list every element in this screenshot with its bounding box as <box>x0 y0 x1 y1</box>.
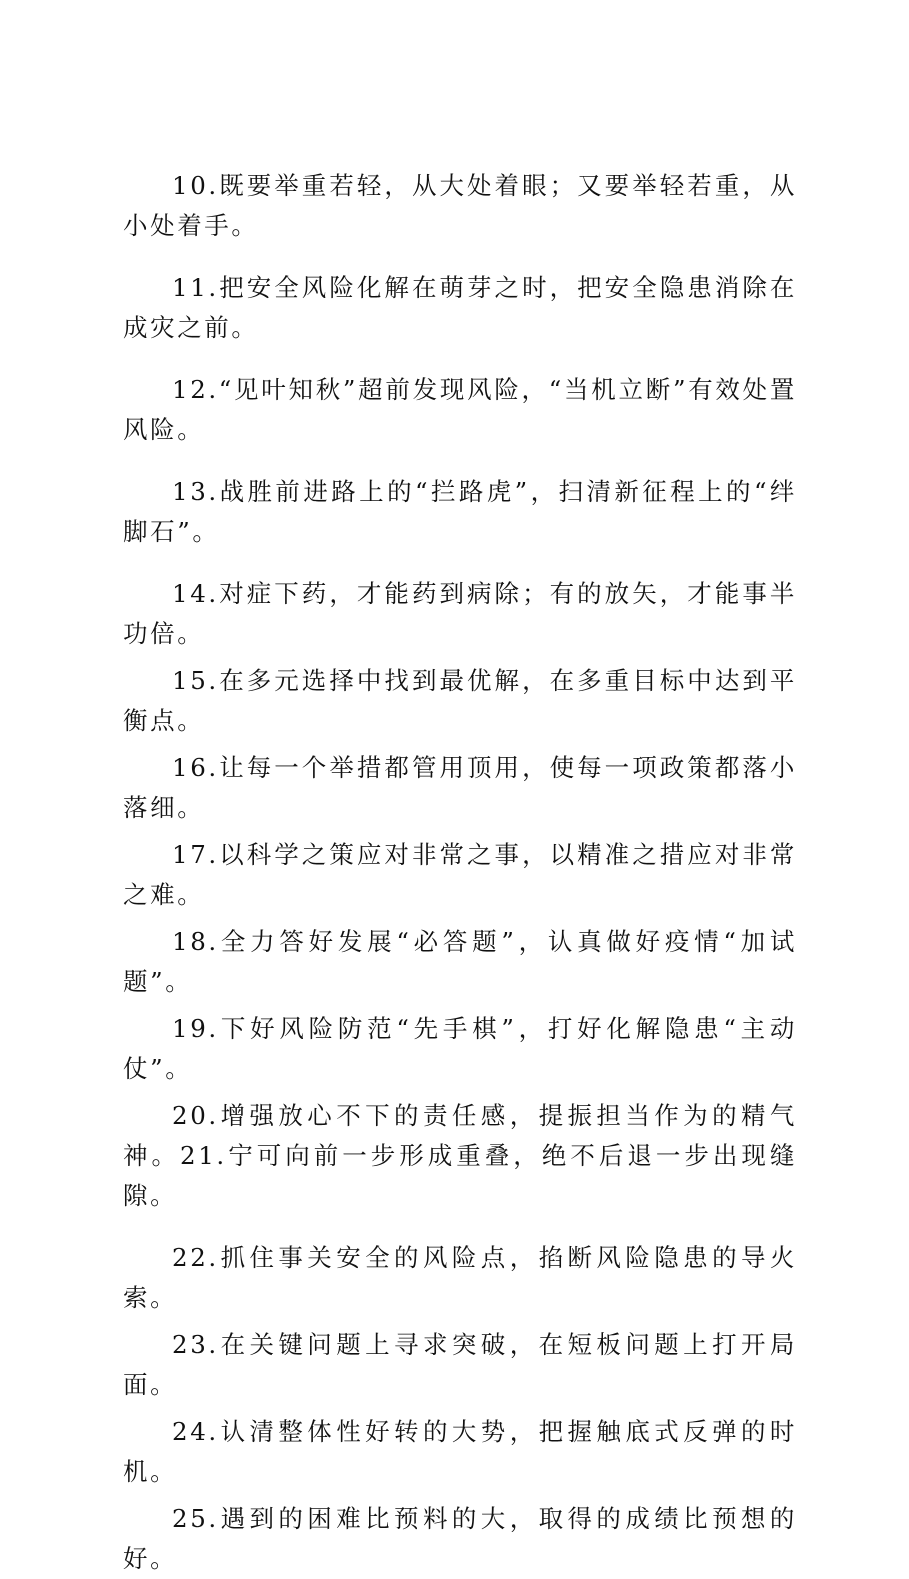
paragraph-10: 10.既要举重若轻，从大处着眼；又要举轻若重，从小处着手。 <box>123 171 797 240</box>
paragraph-22: 22.抓住事关安全的风险点，掐断风险隐患的导火索。 <box>123 1243 797 1312</box>
paragraph-13: 13.战胜前进路上的“拦路虎”，扫清新征程上的“绊脚石”。 <box>123 477 797 546</box>
paragraph-20-21: 20.增强放心不下的责任感，提振担当作为的精气神。21.宁可向前一步形成重叠，绝不后退一步出现缝隙。 <box>123 1101 797 1210</box>
paragraph-18: 18.全力答好发展“必答题”，认真做好疫情“加试题”。 <box>123 927 797 996</box>
paragraph-24: 24.认清整体性好转的大势，把握触底式反弹的时机。 <box>123 1417 797 1486</box>
paragraph-19: 19.下好风险防范“先手棋”，打好化解隐患“主动仗”。 <box>123 1014 797 1083</box>
paragraph-14: 14.对症下药，才能药到病除；有的放矢，才能事半功倍。 <box>123 579 797 648</box>
paragraph-17: 17.以科学之策应对非常之事，以精准之措应对非常之难。 <box>123 840 797 909</box>
paragraph-15: 15.在多元选择中找到最优解，在多重目标中达到平衡点。 <box>123 666 797 735</box>
paragraph-25: 25.遇到的困难比预料的大，取得的成绩比预想的好。 <box>123 1504 797 1573</box>
paragraph-23: 23.在关键问题上寻求突破，在短板问题上打开局面。 <box>123 1330 797 1399</box>
paragraph-16: 16.让每一个举措都管用顶用，使每一项政策都落小落细。 <box>123 753 797 822</box>
paragraph-11: 11.把安全风险化解在萌芽之时，把安全隐患消除在成灾之前。 <box>123 273 797 342</box>
paragraph-12: 12.“见叶知秋”超前发现风险，“当机立断”有效处置风险。 <box>123 375 797 444</box>
